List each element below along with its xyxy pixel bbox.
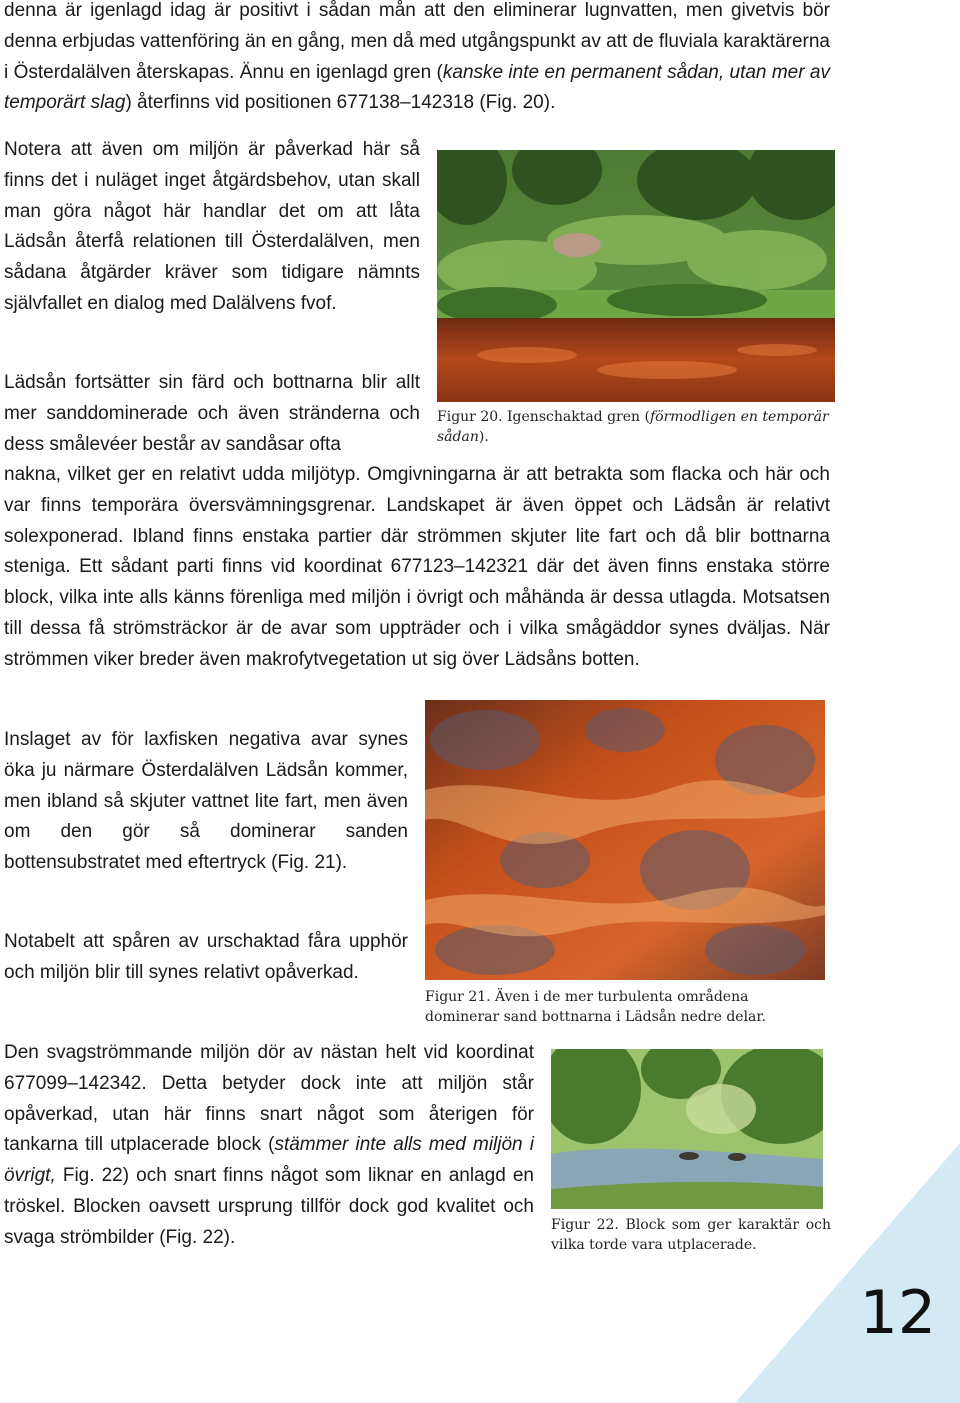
- corner-decoration: [735, 1143, 960, 1403]
- page-number: 12: [859, 1278, 936, 1348]
- svag-text-italic: stämmer inte alls med miljön i övrigt,: [4, 1134, 534, 1187]
- paragraph-notabelt: Notabelt att spåren av urschaktad fåra upphör och miljön blir till synes relativt opåverkad.: [4, 931, 408, 983]
- svag-text-3: Fig. 22) och snart finns något som liknar en anlagd en tröskel. Blocken oavsett ursprung tillför dock god kvalitet och svaga strömbilder (Fig. 22).: [4, 1165, 534, 1248]
- svag-text-1: Den svagströmmande miljön dör av nästan helt vid koordinat 677099–142342. Detta betyder dock inte att miljön står opåverkad, utan här finns snart något som återigen för tankarna till utplacerade block (: [4, 1042, 534, 1156]
- paragraph-ladsan-rest: nakna, vilket ger en relativt udda miljötyp. Omgivningarna är att betrakta som flacka och här och var finns temporära översvämningsgrenar. Landskapet är även öppet och Lädsån är relativt solexponerad. Ibland finns enstaka partier där strömmen skjuter lite fart och då blir bottnarna steniga. Ett sådant parti finns vid koordinat 677123–142321 där det även finns enstaka större block, vilka inte alls känns förenliga med miljön i övrigt och måhända är dessa utlagda. Motsatsen till dessa få strömsträckor är de avar som uppträder och i vilka smågäddor synes dväljas. När strömmen viker breder även makrofytvegetation ut sig över Lädsåns botten.: [4, 464, 830, 670]
- paragraph-svagstrommande: [4, 1038, 534, 1254]
- figure-21-photo: [425, 700, 825, 980]
- intro-paragraph: [4, 0, 830, 119]
- figure-21-caption: Figur 21. Även i de mer turbulenta områdena dominerar sand bottnarna i Lädsån nedre delar.: [425, 989, 766, 1025]
- figure-22-caption: Figur 22. Block som ger karaktär och vilka torde vara utplacerade.: [551, 1217, 831, 1253]
- fig20-caption-1: Figur 20. Igenschaktad gren (: [437, 409, 650, 425]
- paragraph-inslaget: Inslaget av för laxfisken negativa avar synes öka ju närmare Österdalälven Lädsån kommer, men ibland så skjuter vattnet lite fart, men även om den gör så dominerar sanden bottensubstratet med eftertryck (Fig. 21).: [4, 729, 408, 874]
- intro-text-1: denna är igenlagd idag är positivt i sådan mån att den eliminerar lugnvatten, men givetvis bör denna erbjudas vattenföring än en gång, men då med utgångspunkt av att de fluviala karaktärerna i Österdalälven återskapas. Ännu en igenlagd gren (: [4, 0, 830, 83]
- paragraph-ladsan-start: Lädsån fortsätter sin färd och bottnarna blir allt mer sanddominerade och även stränderna och dess smålevéer består av sandåsar ofta: [4, 372, 420, 455]
- corner-triangle: [735, 1143, 960, 1403]
- paragraph-notera: Notera att även om miljön är påverkad här så finns det i nuläget inget åtgärdsbehov, utan skall man göra något här handlar det om att låta Lädsån återfå relationen till Österdalälven, men sådana åtgärder kräver som tidigare nämnts självfallet en dialog med Dalälvens fvof.: [4, 139, 420, 314]
- fig20-caption-3: ).: [478, 428, 489, 445]
- intro-text-italic: kanske inte en permanent sådan, utan mer av temporärt slag: [4, 61, 830, 114]
- intro-text-3: ) återfinns vid positionen 677138–142318 (Fig. 20).: [125, 92, 556, 114]
- figure-20-photo: [437, 150, 835, 402]
- figure-20-caption: [437, 408, 835, 447]
- fig20-caption-italic: förmodligen en temporär sådan: [437, 409, 829, 445]
